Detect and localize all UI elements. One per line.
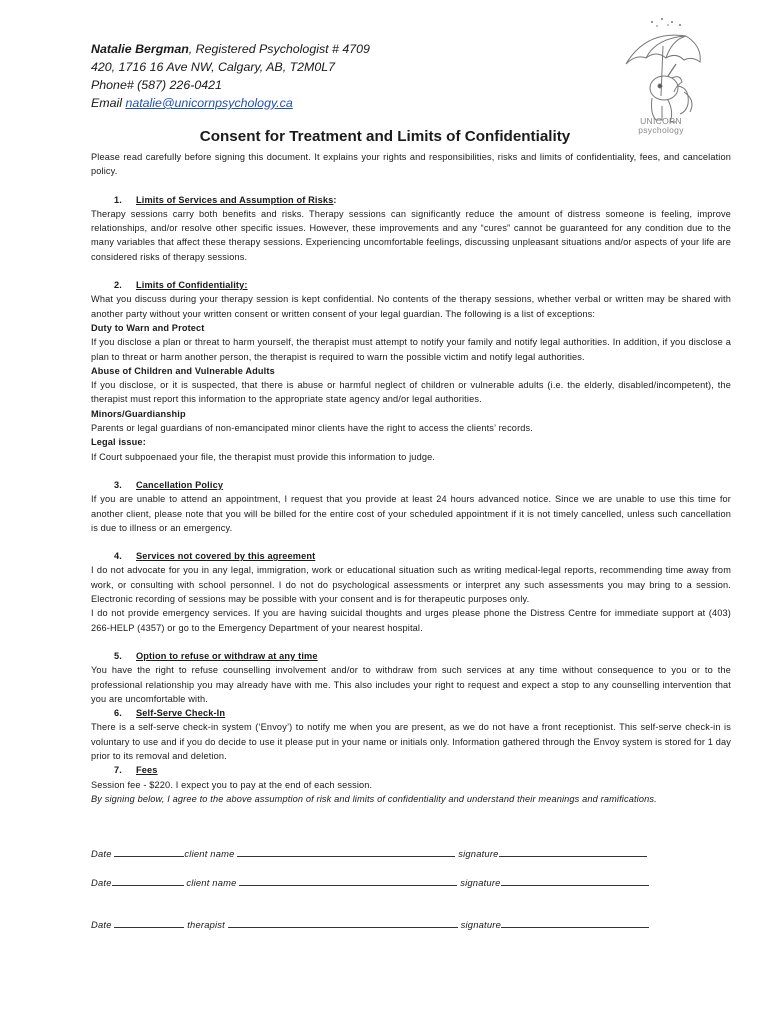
email-link[interactable]: natalie@unicornpsychology.ca: [125, 96, 293, 110]
section-number: 1.: [114, 194, 122, 205]
intro-paragraph: Please read carefully before signing this document. It explains your rights and responsibilities, risks and limits of confidentiality, fees, and cancelation policy.: [91, 152, 731, 177]
practitioner-line: [91, 40, 611, 58]
spacer: [91, 635, 731, 649]
client-name-label: client name: [186, 877, 237, 888]
signature-label: signature: [460, 919, 501, 930]
signature-label: signature: [458, 848, 499, 859]
section-1-text: Therapy sessions carry both benefits and risks. Therapy sessions can significantly reduce the amount of distress someone is feeling, improve relationships, and/or resolve other specific issues. However, these improvements and any “cures” cannot be guaranteed for any condition due to the many variables that affect these therapy sessions. Experiencing uncomfortable feelings, discussing unpleasant situations and/or aspects of your life are considered risks of therapy sessions.: [91, 208, 731, 262]
client-name-label: client name: [184, 848, 235, 859]
client-signature-row-1: [91, 846, 731, 859]
signature-label: signature: [460, 877, 501, 888]
section-label: Limits of Services and Assumption of Risks: [136, 194, 334, 205]
section-5-heading: [91, 649, 731, 663]
therapist-label: therapist: [187, 919, 225, 930]
client-name-field[interactable]: [239, 875, 457, 886]
spacer: [91, 464, 731, 478]
section-label: Fees: [136, 765, 158, 776]
practitioner-name: Natalie Bergman: [91, 42, 189, 56]
spacer: [91, 264, 731, 278]
section-3-text: If you are unable to attend an appointment, I request that you provide at least 24 hours advanced notice. Since we are unable to use this time for another client, please note that you will be billed for the entire cost of your scheduled appointment if it is not timely cancelled, unless such cancellation is due to illness or an emergency.: [91, 494, 731, 533]
abuse-heading: Abuse of Children and Vulnerable Adults: [91, 365, 275, 376]
section-2-text: What you discuss during your therapy session is kept confidential. No contents of the therapy sessions, whether verbal or written may be shared with another party without your written consent or written consent of your legal guardian. The following is a list of exceptions:: [91, 294, 731, 319]
logo-line-1: UNICORN: [640, 116, 682, 126]
document-body: [91, 150, 731, 806]
date-label: Date: [91, 848, 112, 859]
section-5-text: You have the right to refuse counselling involvement and/or to withdraw from such services at any time without consequence to you or to the professional relationship you may already have with me. This also includes your right to request and expect a stop to any counselling intervention that you are uncomfortable with.: [91, 665, 731, 704]
practitioner-phone: Phone# (587) 226-0421: [91, 78, 222, 92]
client-name-field[interactable]: [237, 846, 455, 857]
logo-line-2: psychology: [638, 125, 684, 135]
duty-to-warn-text: If you disclose a plan or threat to harm yourself, the therapist must attempt to notify your family and notify legal authorities. In addition, if you disclose a plan to threat or harm another person, the therapist is required to warn the possible victim and notify legal authorities.: [91, 337, 731, 362]
section-1-heading: [91, 193, 731, 207]
section-number: 4.: [114, 551, 122, 562]
section-number: 7.: [114, 765, 122, 776]
date-label: Date: [91, 877, 112, 888]
email-label: Email: [91, 96, 126, 110]
practitioner-title: , Registered Psychologist # 4709: [188, 42, 370, 56]
signature-field[interactable]: [499, 846, 647, 857]
signature-field[interactable]: [501, 875, 649, 886]
section-3-heading: [91, 478, 731, 492]
therapist-signature-row: [91, 917, 731, 930]
section-label: Option to refuse or withdraw at any time: [136, 650, 318, 661]
therapist-name-field[interactable]: [228, 917, 458, 928]
abuse-text: If you disclose, or it is suspected, that there is abuse or harmful neglect of children or vulnerable adults (i.e. the elderly, disabled/incompetent), the therapist must report this information to the appropriate state agency and/or legal authorities.: [91, 380, 731, 405]
section-6-text: There is a self-serve check-in system (‘Envoy’) to notify me when you are present, as we do not have a front receptionist. This self-serve check-in is voluntary to use and if you do decide to use it please put in your name or initials only. Information gathered through the Envoy system is stored for 1 day prior to its removal and deletion.: [91, 722, 732, 761]
section-number: 6.: [114, 708, 122, 719]
date-field[interactable]: [114, 846, 184, 857]
date-field[interactable]: [112, 875, 184, 886]
section-number: 2.: [114, 280, 122, 291]
minors-text: Parents or legal guardians of non-emancipated minor clients have the right to access the clients’ records.: [91, 423, 533, 434]
agreement-statement: By signing below, I agree to the above assumption of risk and limits of confidentiality and understand their meanings and ramifications.: [91, 793, 657, 804]
section-7-heading: [91, 763, 731, 777]
section-4-text-emergency: I do not provide emergency services. If you are having suicidal thoughts and urges please phone the Distress Centre for immediate support at (403) 266-HELP (4357) or go to the Emergency Department of your nearest hospital.: [91, 608, 731, 633]
duty-to-warn-heading: Duty to Warn and Protect: [91, 322, 205, 333]
practitioner-email-line: [91, 94, 611, 112]
client-signature-row-2: [91, 875, 731, 888]
section-4-heading: [91, 549, 731, 563]
section-label: Limits of Confidentiality:: [136, 280, 248, 291]
section-7-text: Session fee - $220. I expect you to pay at the end of each session.: [91, 779, 373, 790]
legal-issue-text: If Court subpoenaed your file, the therapist must provide this information to judge.: [91, 451, 436, 462]
practitioner-address: 420, 1716 16 Ave NW, Calgary, AB, T2M0L7: [91, 60, 336, 74]
minors-heading: Minors/Guardianship: [91, 408, 186, 419]
section-label: Services not covered by this agreement: [136, 551, 316, 562]
section-label: Cancellation Policy: [136, 479, 224, 490]
spacer: [91, 535, 731, 549]
section-number: 5.: [114, 650, 122, 661]
practitioner-header: [91, 40, 611, 112]
section-label: Self-Serve Check-In: [136, 708, 226, 719]
section-number: 3.: [114, 479, 122, 490]
section-2-heading: [91, 278, 731, 292]
section-label-suffix: :: [333, 194, 337, 205]
date-field[interactable]: [114, 917, 184, 928]
legal-issue-heading: Legal issue:: [91, 437, 146, 448]
date-label: Date: [91, 919, 112, 930]
signature-field[interactable]: [501, 917, 649, 928]
section-4-text: I do not advocate for you in any legal, immigration, work or educational situation such as writing medical-legal reports, recommending time away from work, or consulting with school personnel. I do not do psychological assessments or interpret any such assessments you may bring to a session. Electronic recording of sessions may be possible with your consent and is for therapeutic purposes only.: [91, 565, 731, 605]
section-6-heading: [91, 706, 731, 720]
document-title: Consent for Treatment and Limits of Confidentiality: [199, 128, 571, 145]
spacer: [91, 179, 731, 193]
